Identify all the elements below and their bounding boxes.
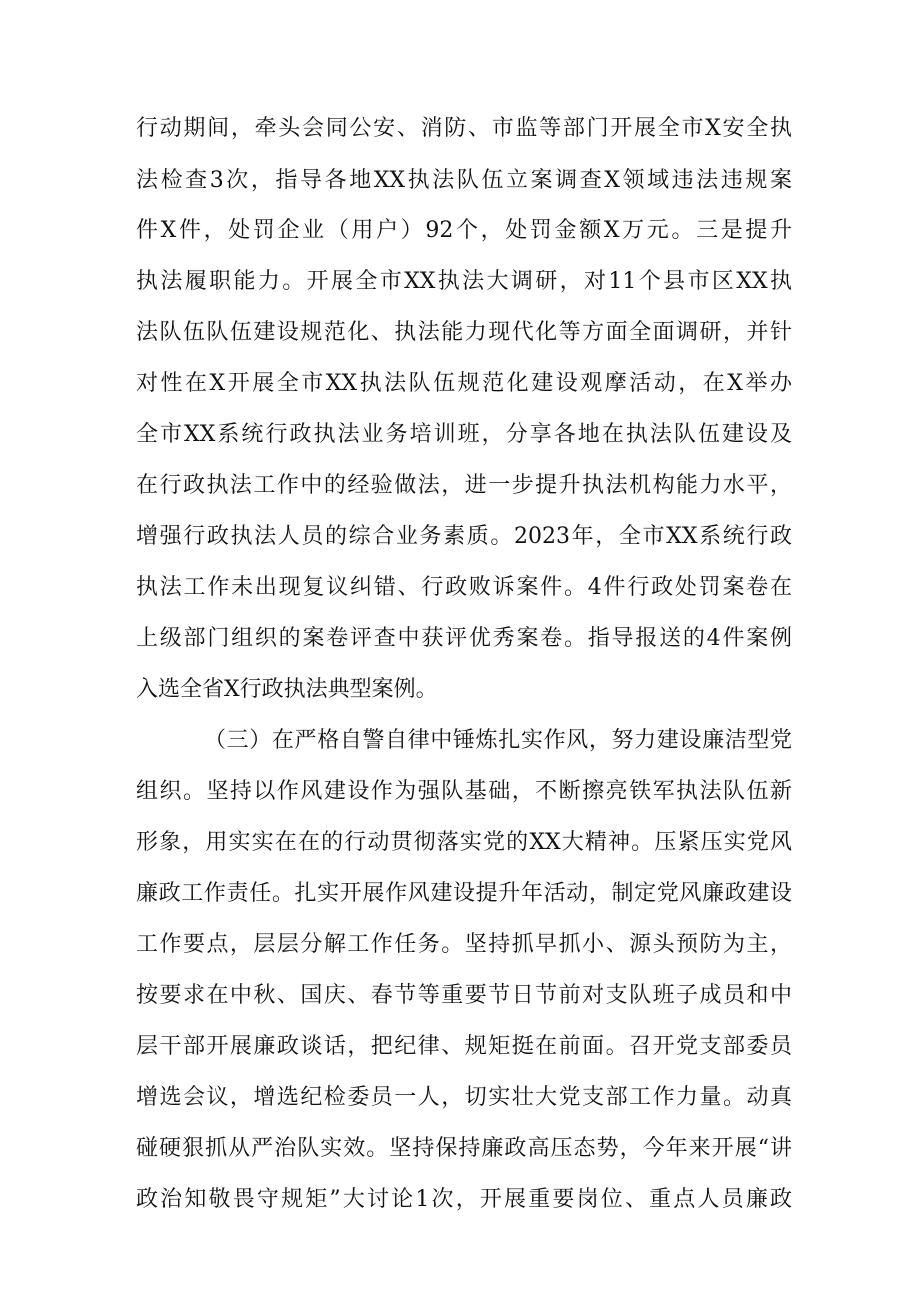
text-line: 组织。坚持以作风建设作为强队基础，不断擦亮铁军执法队伍新 [136,779,792,804]
text-line: 入选全省X行政执法典型案例。 [136,677,438,702]
text-line: 层干部开展廉政谈话，把纪律、规矩挺在前面。召开党支部委员 [136,1034,792,1059]
text-line: 上级部门组织的案卷评查中获评优秀案卷。指导报送的4件案例 [136,626,792,651]
text-line: 全市XX系统行政执法业务培训班，分享各地在执法队伍建设及 [136,422,792,447]
text-line: 增强行政执法人员的综合业务素质。2023年，全市XX系统行政 [136,524,792,549]
text-line: 碰硬狠抓从严治队实效。坚持保持廉政高压态势，今年来开展“讲 [136,1136,792,1161]
text-line: 政治知敬畏守规矩”大讨论1次，开展重要岗位、重点人员廉政 [136,1187,792,1212]
text-line: 法检查3次，指导各地XX执法队伍立案调查X领域违法违规案 [136,168,792,193]
text-line: 廉政工作责任。扎实开展作风建设提升年活动，制定党风廉政建设 [136,881,792,906]
text-line: 执法工作未出现复议纠错、行政败诉案件。4件行政处罚案卷在 [136,575,792,600]
text-line: 工作要点，层层分解工作任务。坚持抓早抓小、源头预防为主， [136,932,792,957]
text-line: 增选会议，增选纪检委员一人，切实壮大党支部工作力量。动真 [136,1085,792,1110]
text-line: 法队伍队伍建设规范化、执法能力现代化等方面全面调研，并针 [136,320,792,345]
text-line: 按要求在中秋、国庆、春节等重要节日节前对支队班子成员和中 [136,983,792,1008]
text-line: 形象，用实实在在的行动贯彻落实党的XX大精神。压紧压实党风 [136,830,792,855]
section-heading-line: （三）在严格自警自律中锤炼扎实作风，努力建设廉洁型党 [204,728,792,753]
text-line: 对性在X开展全市XX执法队伍规范化建设观摩活动，在X举办 [136,371,792,396]
text-line: 行动期间，牵头会同公安、消防、市监等部门开展全市X安全执 [136,116,792,141]
text-line: 执法履职能力。开展全市XX执法大调研，对11个县市区XX执 [136,269,792,294]
text-line: 在行政执法工作中的经验做法，进一步提升执法机构能力水平， [136,473,792,498]
text-line: 件X件，处罚企业（用户）92个，处罚金额X万元。三是提升 [136,218,792,243]
